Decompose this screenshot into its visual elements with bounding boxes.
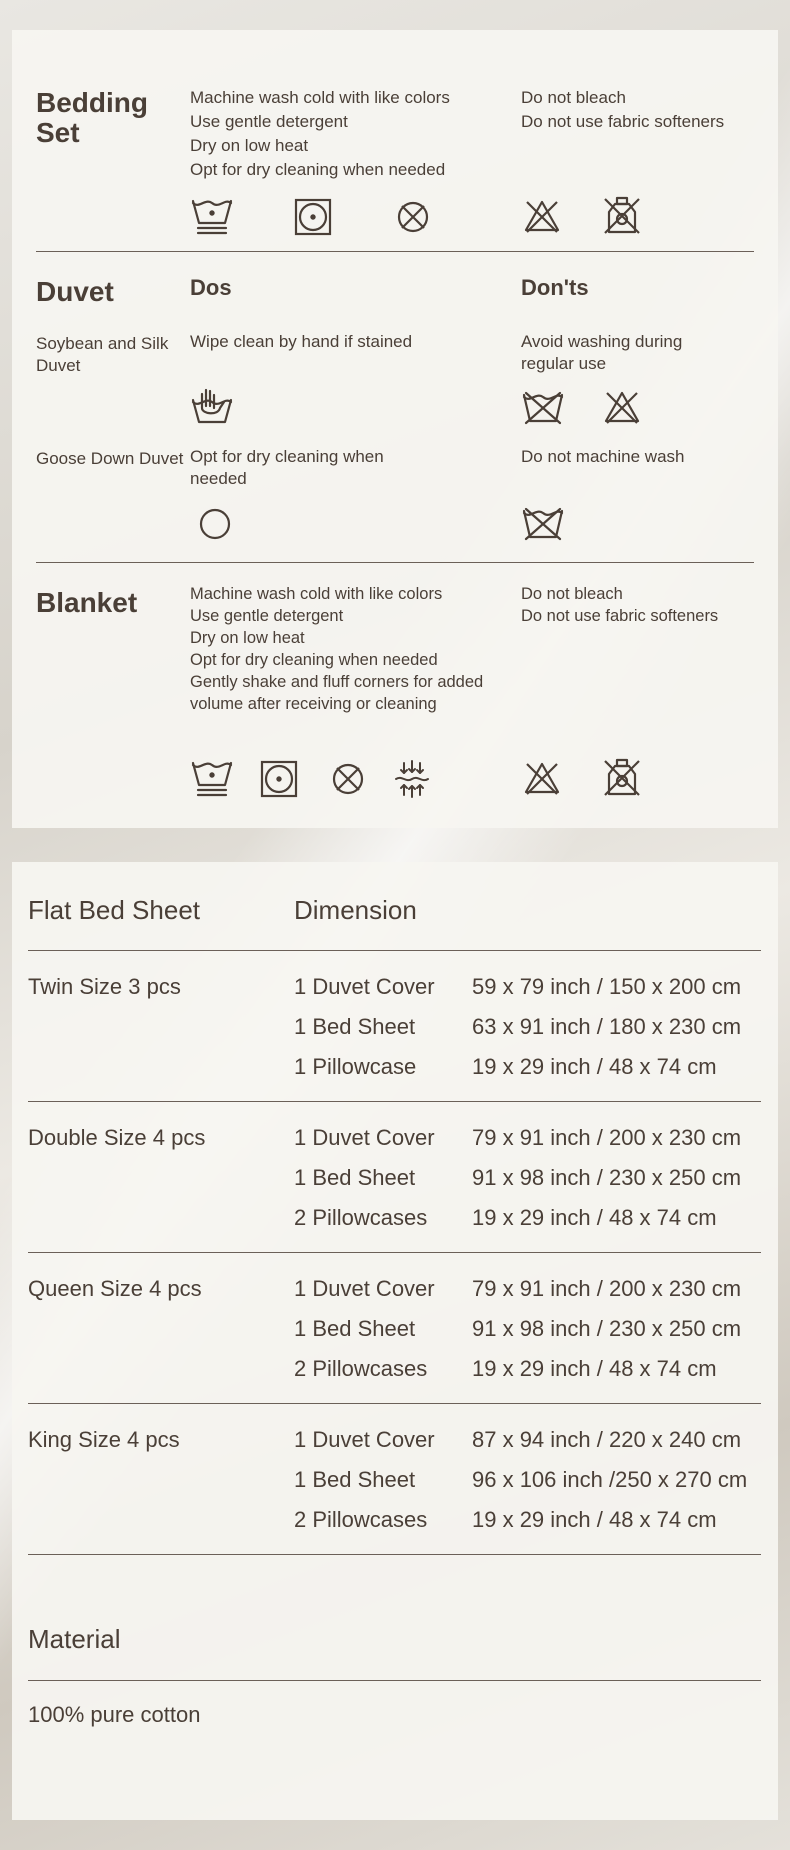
item-dimension: 79 x 91 inch / 200 x 230 cm — [472, 1276, 742, 1301]
divider — [36, 251, 754, 252]
machine-wash-cold-icon — [190, 757, 234, 799]
bedding-set-title: Bedding Set — [36, 87, 148, 148]
size-name: Double Size 4 pcs — [28, 1125, 206, 1150]
item-name: 1 Duvet Cover — [294, 974, 435, 999]
goose-down-do-text: Opt for dry cleaning when needed — [190, 447, 384, 488]
soybean-dont-text: Avoid washing during regular use — [521, 332, 683, 373]
blanket-title: Blanket — [36, 587, 138, 618]
dry-clean-icon — [328, 759, 368, 799]
size-name: Twin Size 3 pcs — [28, 974, 181, 999]
item-name: 2 Pillowcases — [294, 1507, 428, 1532]
blanket-dos-list — [190, 583, 500, 715]
item-dimension: 19 x 29 inch / 48 x 74 cm — [472, 1507, 717, 1532]
bedding-do-item: Opt for dry cleaning when needed — [190, 160, 446, 179]
bedding-donts-list — [521, 86, 771, 134]
machine-wash-cold-icon — [190, 195, 234, 237]
blanket-do-item: Gently shake and fluff corners for added volume after receiving or cleaning — [190, 673, 484, 713]
item-dimension: 59 x 79 inch / 150 x 200 cm — [472, 974, 742, 999]
do-not-bleach-icon — [602, 387, 642, 427]
divider — [28, 950, 761, 951]
item-name: 2 Pillowcases — [294, 1205, 428, 1230]
item-dimension: 91 x 98 inch / 230 x 250 cm — [472, 1316, 742, 1341]
divider — [36, 562, 754, 563]
do-not-bleach-icon — [522, 758, 562, 800]
blanket-donts-list — [521, 583, 771, 627]
divider — [28, 1252, 761, 1253]
blanket-do-item: Opt for dry cleaning when needed — [190, 651, 438, 669]
no-fabric-softener-icon — [602, 757, 642, 799]
duvet-title: Duvet — [36, 276, 114, 307]
soybean-silk-duvet-label: Soybean and Silk Duvet — [36, 334, 169, 375]
dos-header: Dos — [190, 275, 232, 300]
bedding-dont-item: Do not bleach — [521, 88, 626, 107]
size-dimension-panel — [12, 862, 778, 1820]
item-name: 1 Pillowcase — [294, 1054, 417, 1079]
hand-wash-icon — [190, 386, 234, 426]
item-dimension: 91 x 98 inch / 230 x 250 cm — [472, 1165, 742, 1190]
divider — [28, 1101, 761, 1102]
blanket-dont-item: Do not bleach — [521, 585, 623, 603]
dry-clean-icon — [393, 197, 433, 237]
divider — [28, 1403, 761, 1404]
goose-down-dont-text: Do not machine wash — [521, 447, 685, 466]
item-dimension: 79 x 91 inch / 200 x 230 cm — [472, 1125, 742, 1150]
divider — [28, 1554, 761, 1555]
item-name: 1 Bed Sheet — [294, 1165, 416, 1190]
bedding-do-item: Machine wash cold with like colors — [190, 88, 450, 107]
item-name: 1 Bed Sheet — [294, 1316, 416, 1341]
item-name: 1 Bed Sheet — [294, 1014, 416, 1039]
tumble-dry-low-icon — [292, 196, 334, 238]
soybean-do-text: Wipe clean by hand if stained — [190, 332, 413, 351]
divider — [28, 1680, 761, 1681]
do-not-bleach-icon — [522, 196, 562, 238]
size-name: Queen Size 4 pcs — [28, 1276, 202, 1301]
shake-fluff-icon — [392, 759, 432, 799]
flat-bed-sheet-header: Flat Bed Sheet — [28, 895, 200, 925]
bedding-do-item: Use gentle detergent — [190, 112, 348, 131]
do-not-wash-icon — [521, 503, 565, 543]
material-value: 100% pure cotton — [28, 1702, 201, 1727]
goose-down-duvet-label: Goose Down Duvet — [36, 449, 184, 468]
material-title: Material — [28, 1624, 121, 1654]
dry-clean-icon — [195, 504, 235, 544]
item-dimension: 96 x 106 inch /250 x 270 cm — [472, 1467, 748, 1492]
item-dimension: 19 x 29 inch / 48 x 74 cm — [472, 1054, 717, 1079]
blanket-do-item: Machine wash cold with like colors — [190, 585, 443, 603]
item-dimension: 19 x 29 inch / 48 x 74 cm — [472, 1205, 717, 1230]
dimension-header: Dimension — [294, 895, 417, 925]
bedding-dos-list — [190, 86, 510, 182]
item-dimension: 19 x 29 inch / 48 x 74 cm — [472, 1356, 717, 1381]
item-name: 1 Duvet Cover — [294, 1427, 435, 1452]
item-name: 1 Duvet Cover — [294, 1125, 435, 1150]
item-name: 1 Bed Sheet — [294, 1467, 416, 1492]
no-fabric-softener-icon — [602, 195, 642, 237]
care-instructions-panel — [12, 30, 778, 828]
do-not-wash-icon — [521, 387, 565, 427]
item-dimension: 87 x 94 inch / 220 x 240 cm — [472, 1427, 742, 1452]
item-name: 1 Duvet Cover — [294, 1276, 435, 1301]
blanket-do-item: Dry on low heat — [190, 629, 305, 647]
item-name: 2 Pillowcases — [294, 1356, 428, 1381]
size-name: King Size 4 pcs — [28, 1427, 180, 1452]
blanket-dont-item: Do not use fabric softeners — [521, 607, 719, 625]
tumble-dry-low-icon — [258, 758, 300, 800]
bedding-do-item: Dry on low heat — [190, 136, 309, 155]
donts-header: Don'ts — [521, 275, 589, 300]
item-dimension: 63 x 91 inch / 180 x 230 cm — [472, 1014, 742, 1039]
bedding-dont-item: Do not use fabric softeners — [521, 112, 725, 131]
blanket-do-item: Use gentle detergent — [190, 607, 344, 625]
